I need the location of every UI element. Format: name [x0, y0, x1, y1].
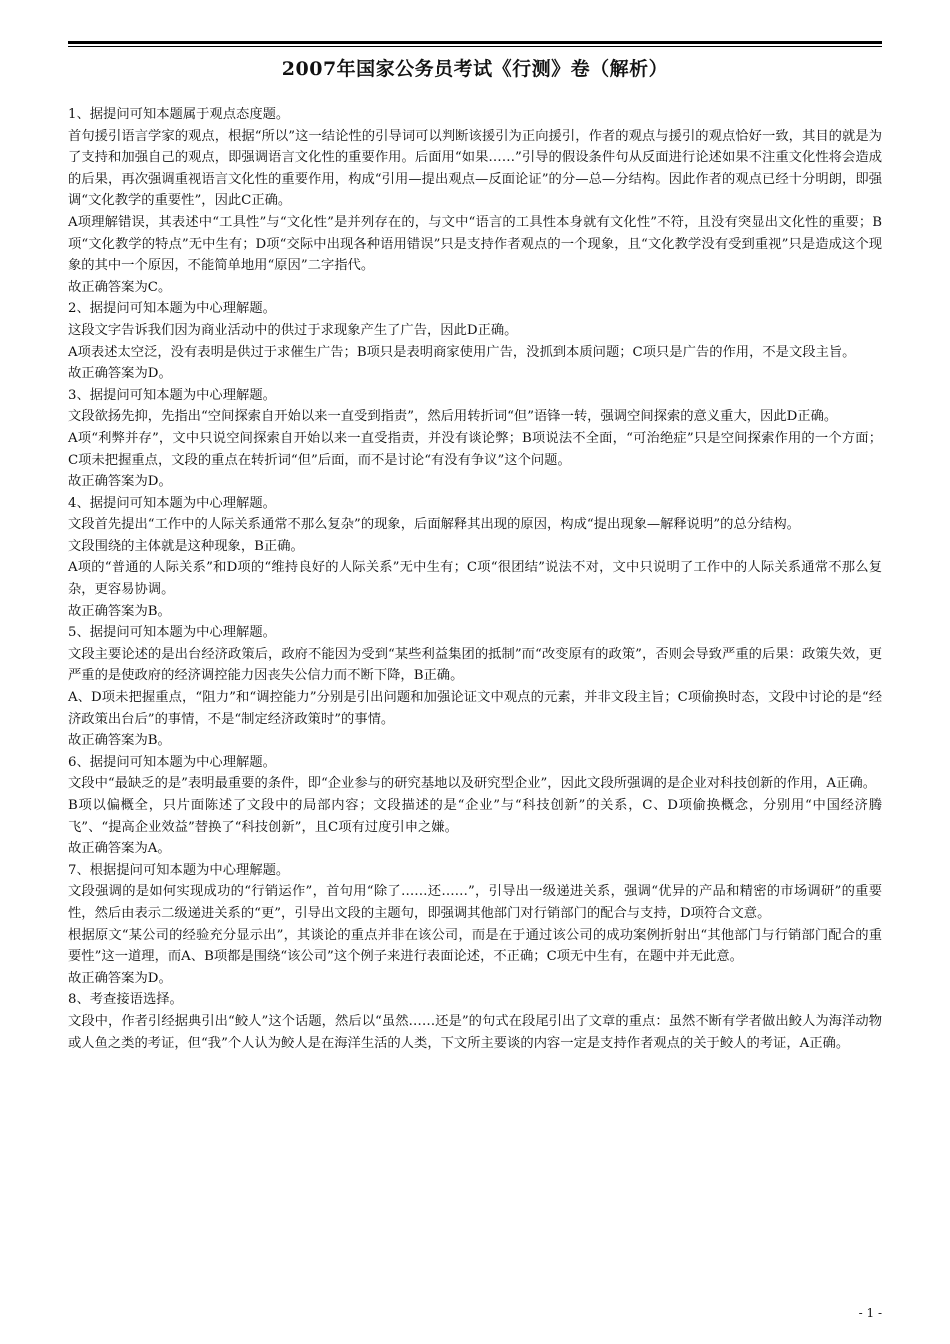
document-title: 2007年国家公务员考试《行测》卷（解析）: [281, 58, 669, 80]
body-paragraph: 文段中，作者引经据典引出“鲛人”这个话题，然后以“虽然……还是”的句式在段尾引出了文章的重点：虽然不断有学者做出鲛人为海洋动物或人鱼之类的考证，但“我”个人认为鲛人是在海洋生活的人类，下文所主要谈的内容一定是支持作者观点的关于鲛人的考证，A正确。: [68, 1013, 882, 1051]
body-paragraph: 这段文字告诉我们因为商业活动中的供过于求现象产生了广告，因此D正确。: [68, 322, 518, 338]
body-paragraph: 文段主要论述的是出台经济政策后，政府不能因为受到“某些利益集团的抵制”而“改变原有的政策”，否则会导致严重的后果：政策失效，更严重的是使政府的经济调控能力因丧失公信力而不断下降，B正确。: [68, 646, 882, 684]
body-paragraph: 文段首先提出“工作中的人际关系通常不那么复杂”的现象，后面解释其出现的原因，构成“提出现象—解释说明”的总分结构。: [68, 517, 800, 533]
document-body: [68, 104, 882, 1054]
page-number: - 1 -: [858, 1306, 882, 1320]
header-rule-thick: [68, 41, 882, 44]
body-paragraph: 文段中“最缺乏的是”表明最重要的条件，即“企业参与的研究基地以及研究型企业”，因此文段所强调的是企业对科技创新的作用，A正确。: [68, 776, 877, 792]
body-paragraph: 故正确答案为B。: [68, 603, 171, 619]
body-paragraph: 4、据提问可知本题为中心理解题。: [68, 495, 276, 511]
body-paragraph: 文段强调的是如何实现成功的“行销运作”，首句用“除了……还……”，引导出一级递进关系，强调“优异的产品和精密的市场调研”的重要性，然后由表示二级递进关系的“更”，引导出文段的主题句，即强调其他部门对行销部门的配合与支持，D项符合文意。: [68, 884, 882, 921]
body-paragraph: 故正确答案为D。: [68, 970, 172, 986]
body-paragraph: 2、据提问可知本题为中心理解题。: [68, 301, 276, 317]
body-paragraph: 故正确答案为B。: [68, 733, 171, 749]
body-paragraph: 故正确答案为D。: [68, 474, 172, 490]
body-paragraph: 文段围绕的主体就是这种现象，B正确。: [68, 538, 304, 554]
body-paragraph: A项表述太空泛，没有表明是供过于求催生广告；B项只是表明商家使用广告，没抓到本质问题；C项只是广告的作用，不是文段主旨。: [68, 344, 856, 360]
body-paragraph: 8、考查接语选择。: [68, 992, 183, 1008]
body-paragraph: B项以偏概全，只片面陈述了文段中的局部内容；文段描述的是“企业”与“科技创新”的关系，C、D项偷换概念，分别用“中国经济腾飞”、“提高企业效益”替换了“科技创新”，且C项有过度引申之嫌。: [68, 798, 882, 835]
body-paragraph: 文段欲扬先抑，先指出“空间探索自开始以来一直受到指责”，然后用转折词“但”语锋一转，强调空间探索的意义重大，因此D正确。: [68, 409, 838, 425]
body-paragraph: 1、据提问可知本题属于观点态度题。: [68, 107, 290, 122]
body-paragraph: 故正确答案为C。: [68, 279, 172, 295]
body-paragraph: 根据原文“某公司的经验充分显示出”，其谈论的重点并非在该公司，而是在于通过该公司的成功案例折射出“其他部门与行销部门配合的重要性”这一道理，而A、B项都是围绕“该公司”这个例子来进行表面论述，不正确；C项无中生有，在题中并无此意。: [68, 927, 882, 965]
body-paragraph: A项理解错误，其表述中“工具性”与“文化性”是并列存在的，与文中“语言的工具性本身就有文化性”不符，且没有突显出文化性的重要；B项“文化教学的特点”无中生有；D项“交际中出现各种语用错误”只是支持作者观点的一个现象，且“文化教学没有受到重视”只是造成这个现象的其中一个原因，不能简单地用“原因”二字指代。: [68, 214, 882, 274]
header-rule-thin: [68, 46, 882, 47]
body-paragraph: A、D项未把握重点，“阻力”和“调控能力”分别是引出问题和加强论证文中观点的元素，并非文段主旨；C项偷换时态，文段中讨论的是“经济政策出台后”的事情，不是“制定经济政策时”的事情。: [68, 690, 882, 727]
body-paragraph: A项“利弊并存”，文中只说空间探索自开始以来一直受指责，并没有谈论弊；B项说法不全面，“可治绝症”只是空间探索作用的一个方面；C项未把握重点，文段的重点在转折词“但”后面，而不是讨论“有没有争议”这个问题。: [68, 430, 882, 468]
body-paragraph: 3、据提问可知本题为中心理解题。: [68, 387, 276, 403]
body-paragraph: 首句援引语言学家的观点，根据“所以”这一结论性的引导词可以判断该援引为正向援引，作者的观点与援引的观点恰好一致，其目的就是为了支持和加强自己的观点，即强调语言文化性的重要作用。后面用“如果……”引导的假设条件句从反面进行论述如果不注重文化性将会造成的后果，再次强调重视语言文化性的重要作用，构成“引用—提出观点—反面论证”的分—总—分结构。因此作者的观点已经十分明朗，即强调“文化教学的重要性”，因此C正确。: [68, 128, 883, 209]
body-paragraph: 6、据提问可知本题为中心理解题。: [68, 754, 276, 770]
body-paragraph: A项的“普通的人际关系”和D项的“维持良好的人际关系”无中生有；C项“很团结”说法不对，文中只说明了工作中的人际关系通常不那么复杂，更容易协调。: [68, 560, 882, 598]
body-paragraph: 7、根据提问可知本题为中心理解题。: [68, 862, 290, 878]
body-paragraph: 5、据提问可知本题为中心理解题。: [68, 625, 276, 641]
body-paragraph: 故正确答案为A。: [68, 841, 171, 857]
body-paragraph: 故正确答案为D。: [68, 366, 172, 382]
